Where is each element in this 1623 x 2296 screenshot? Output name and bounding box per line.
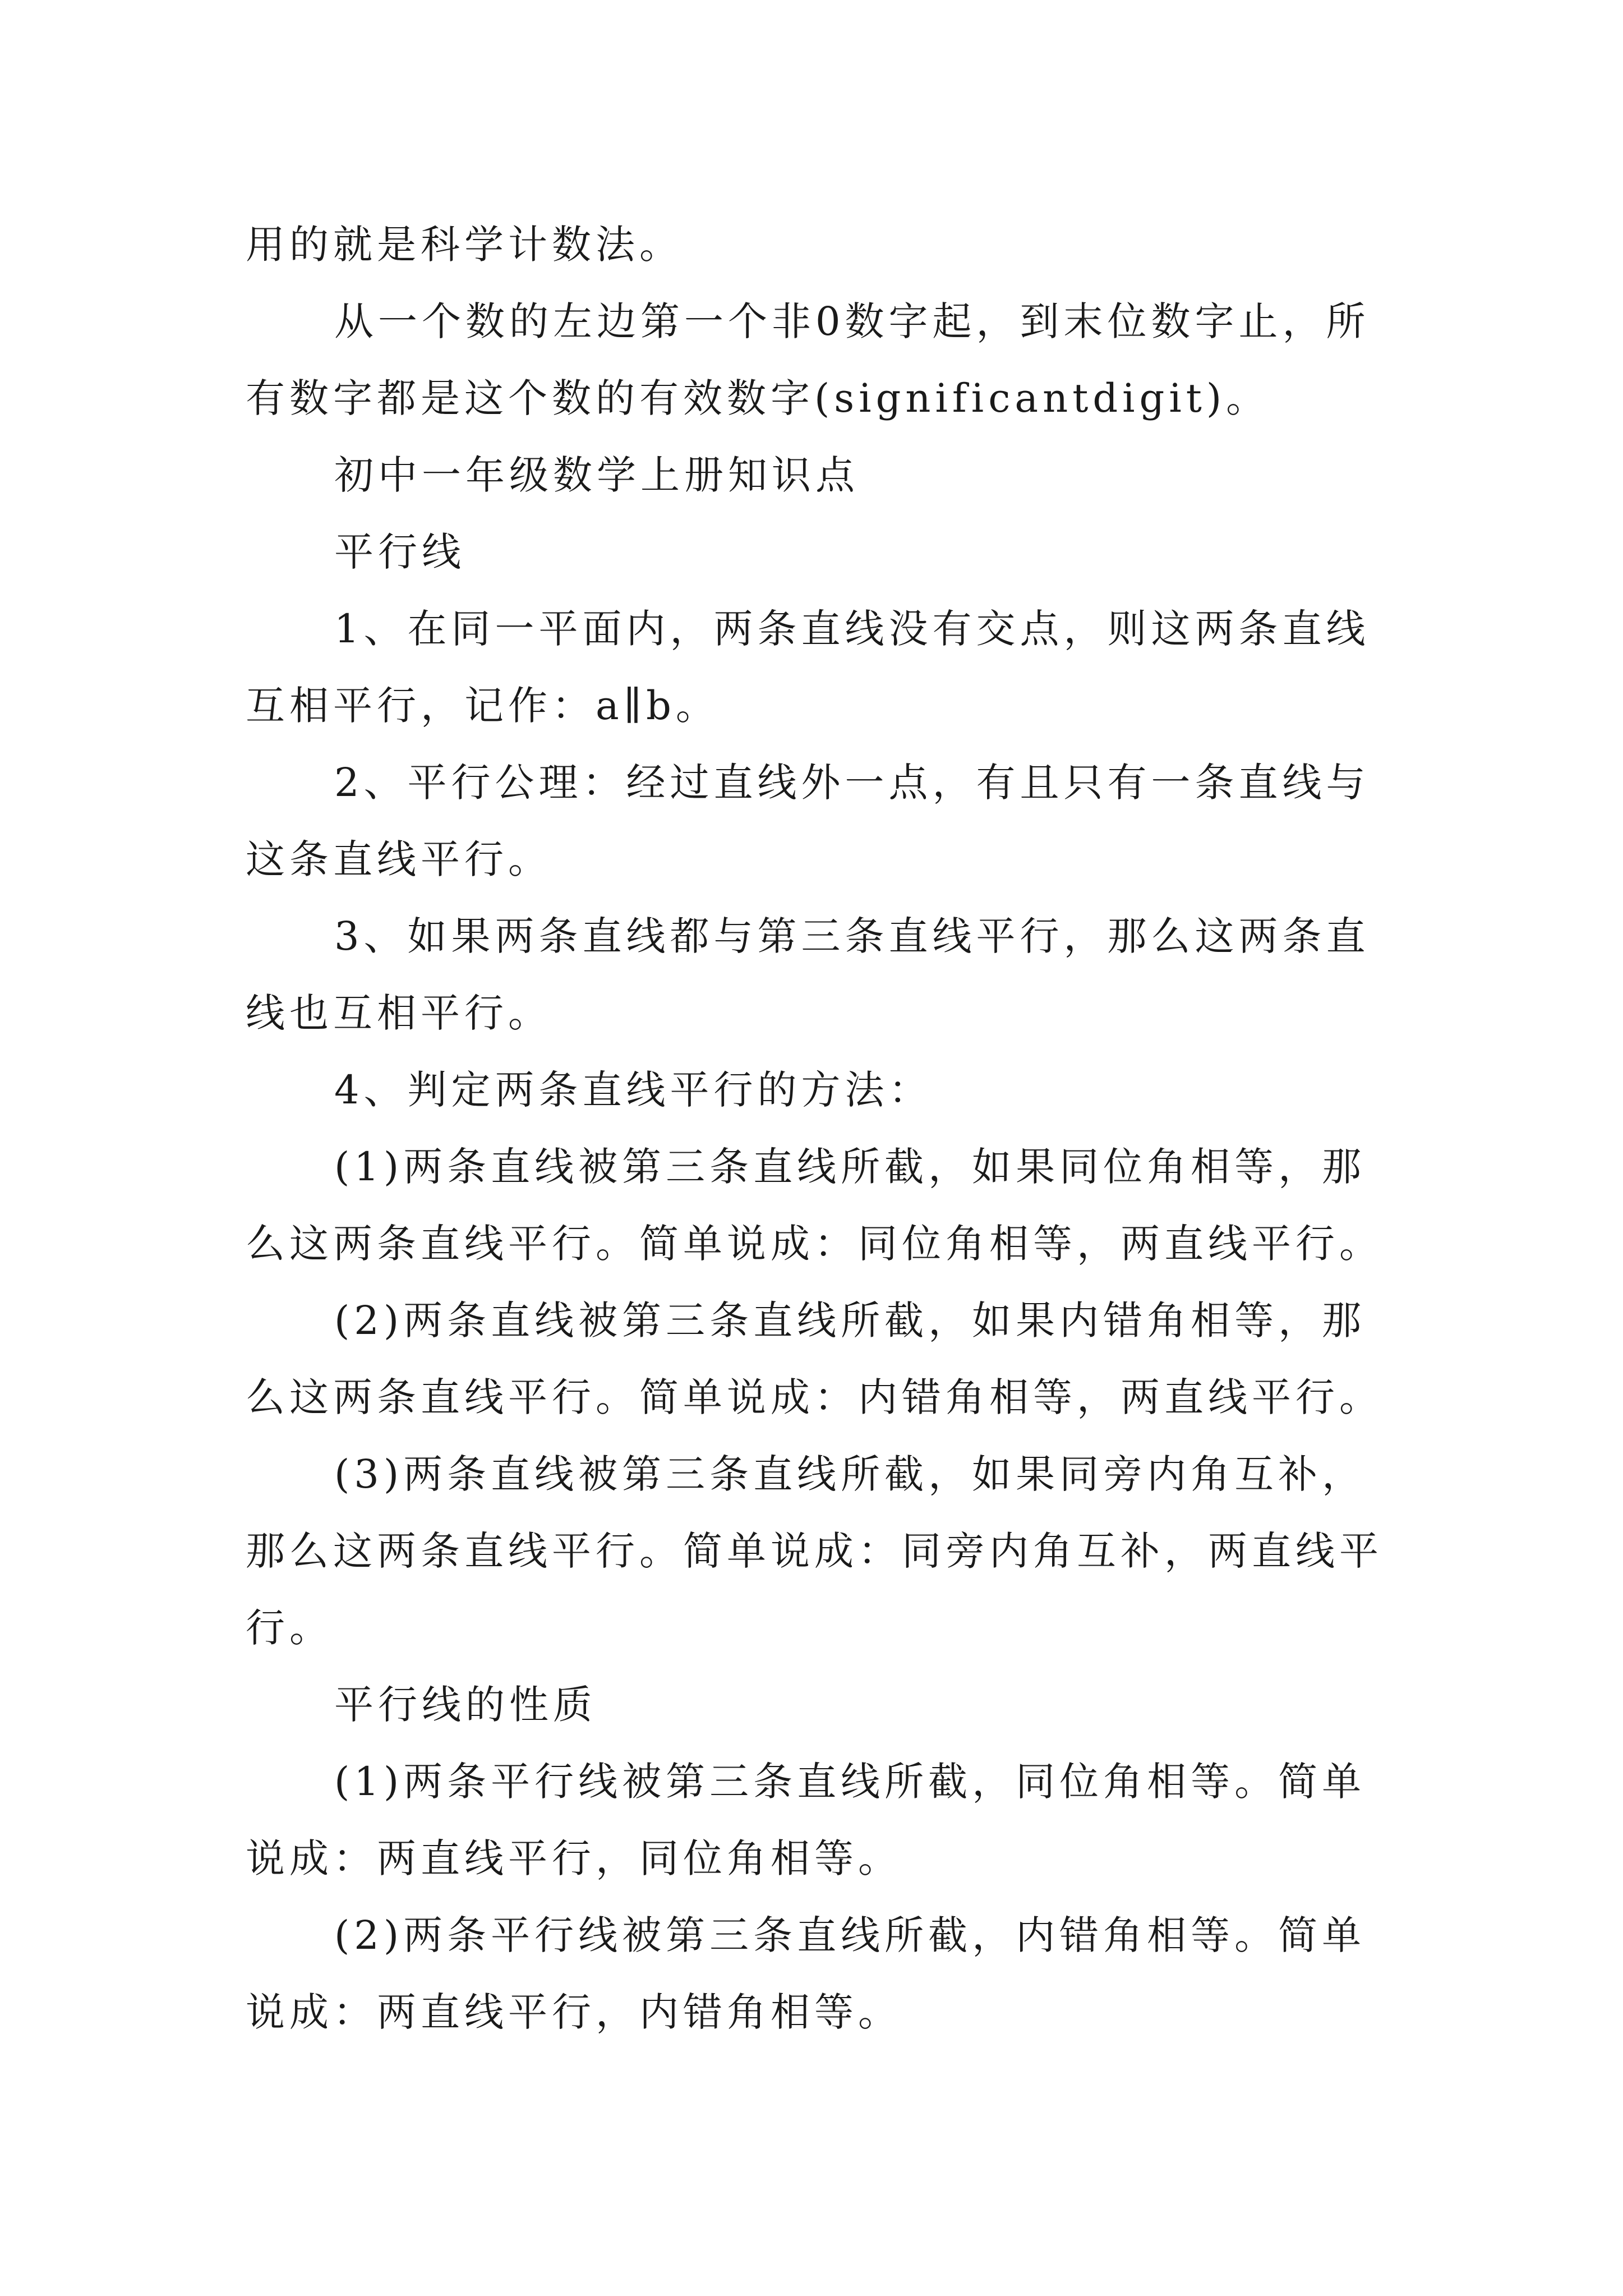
paragraph-item-1: 1、在同一平面内，两条直线没有交点，则这两条直线互相平行，记作：a∥b。 [246,606,1370,729]
section-heading-knowledge-points: 初中一年级数学上册知识点 [334,452,859,498]
paragraph-method-2: (2)两条直线被第三条直线所截，如果内错角相等，那么这两条直线平行。简单说成：内错角相等，两直线平行。 [246,1297,1383,1420]
paragraph-method-3: (3)两条直线被第三条直线所截，如果同旁内角互补，那么这两条直线平行。简单说成：同旁内角互补，两直线平行。 [246,1451,1383,1651]
paragraph-significant-digits: 从一个数的左边第一个非0数字起，到末位数字止，所有数字都是这个数的有效数字(significantdigit)。 [246,298,1370,421]
paragraph-continuation: 用的就是科学计数法。 [246,222,683,268]
paragraph-property-1: (1)两条平行线被第三条直线所截，同位角相等。简单说成：两直线平行，同位角相等。 [246,1759,1366,1881]
paragraph-item-4: 4、判定两条直线平行的方法： [334,1067,933,1113]
section-heading-properties: 平行线的性质 [334,1682,597,1728]
section-heading-parallel-lines: 平行线 [334,529,465,575]
paragraph-item-2: 2、平行公理：经过直线外一点，有且只有一条直线与这条直线平行。 [246,760,1370,882]
paragraph-item-3: 3、如果两条直线都与第三条直线平行，那么这两条直线也互相平行。 [246,913,1370,1036]
paragraph-method-1: (1)两条直线被第三条直线所截，如果同位角相等，那么这两条直线平行。简单说成：同位角相等，两直线平行。 [246,1144,1383,1267]
paragraph-property-2: (2)两条平行线被第三条直线所截，内错角相等。简单说成：两直线平行，内错角相等。 [246,1912,1366,2035]
document-body [246,206,1390,2051]
